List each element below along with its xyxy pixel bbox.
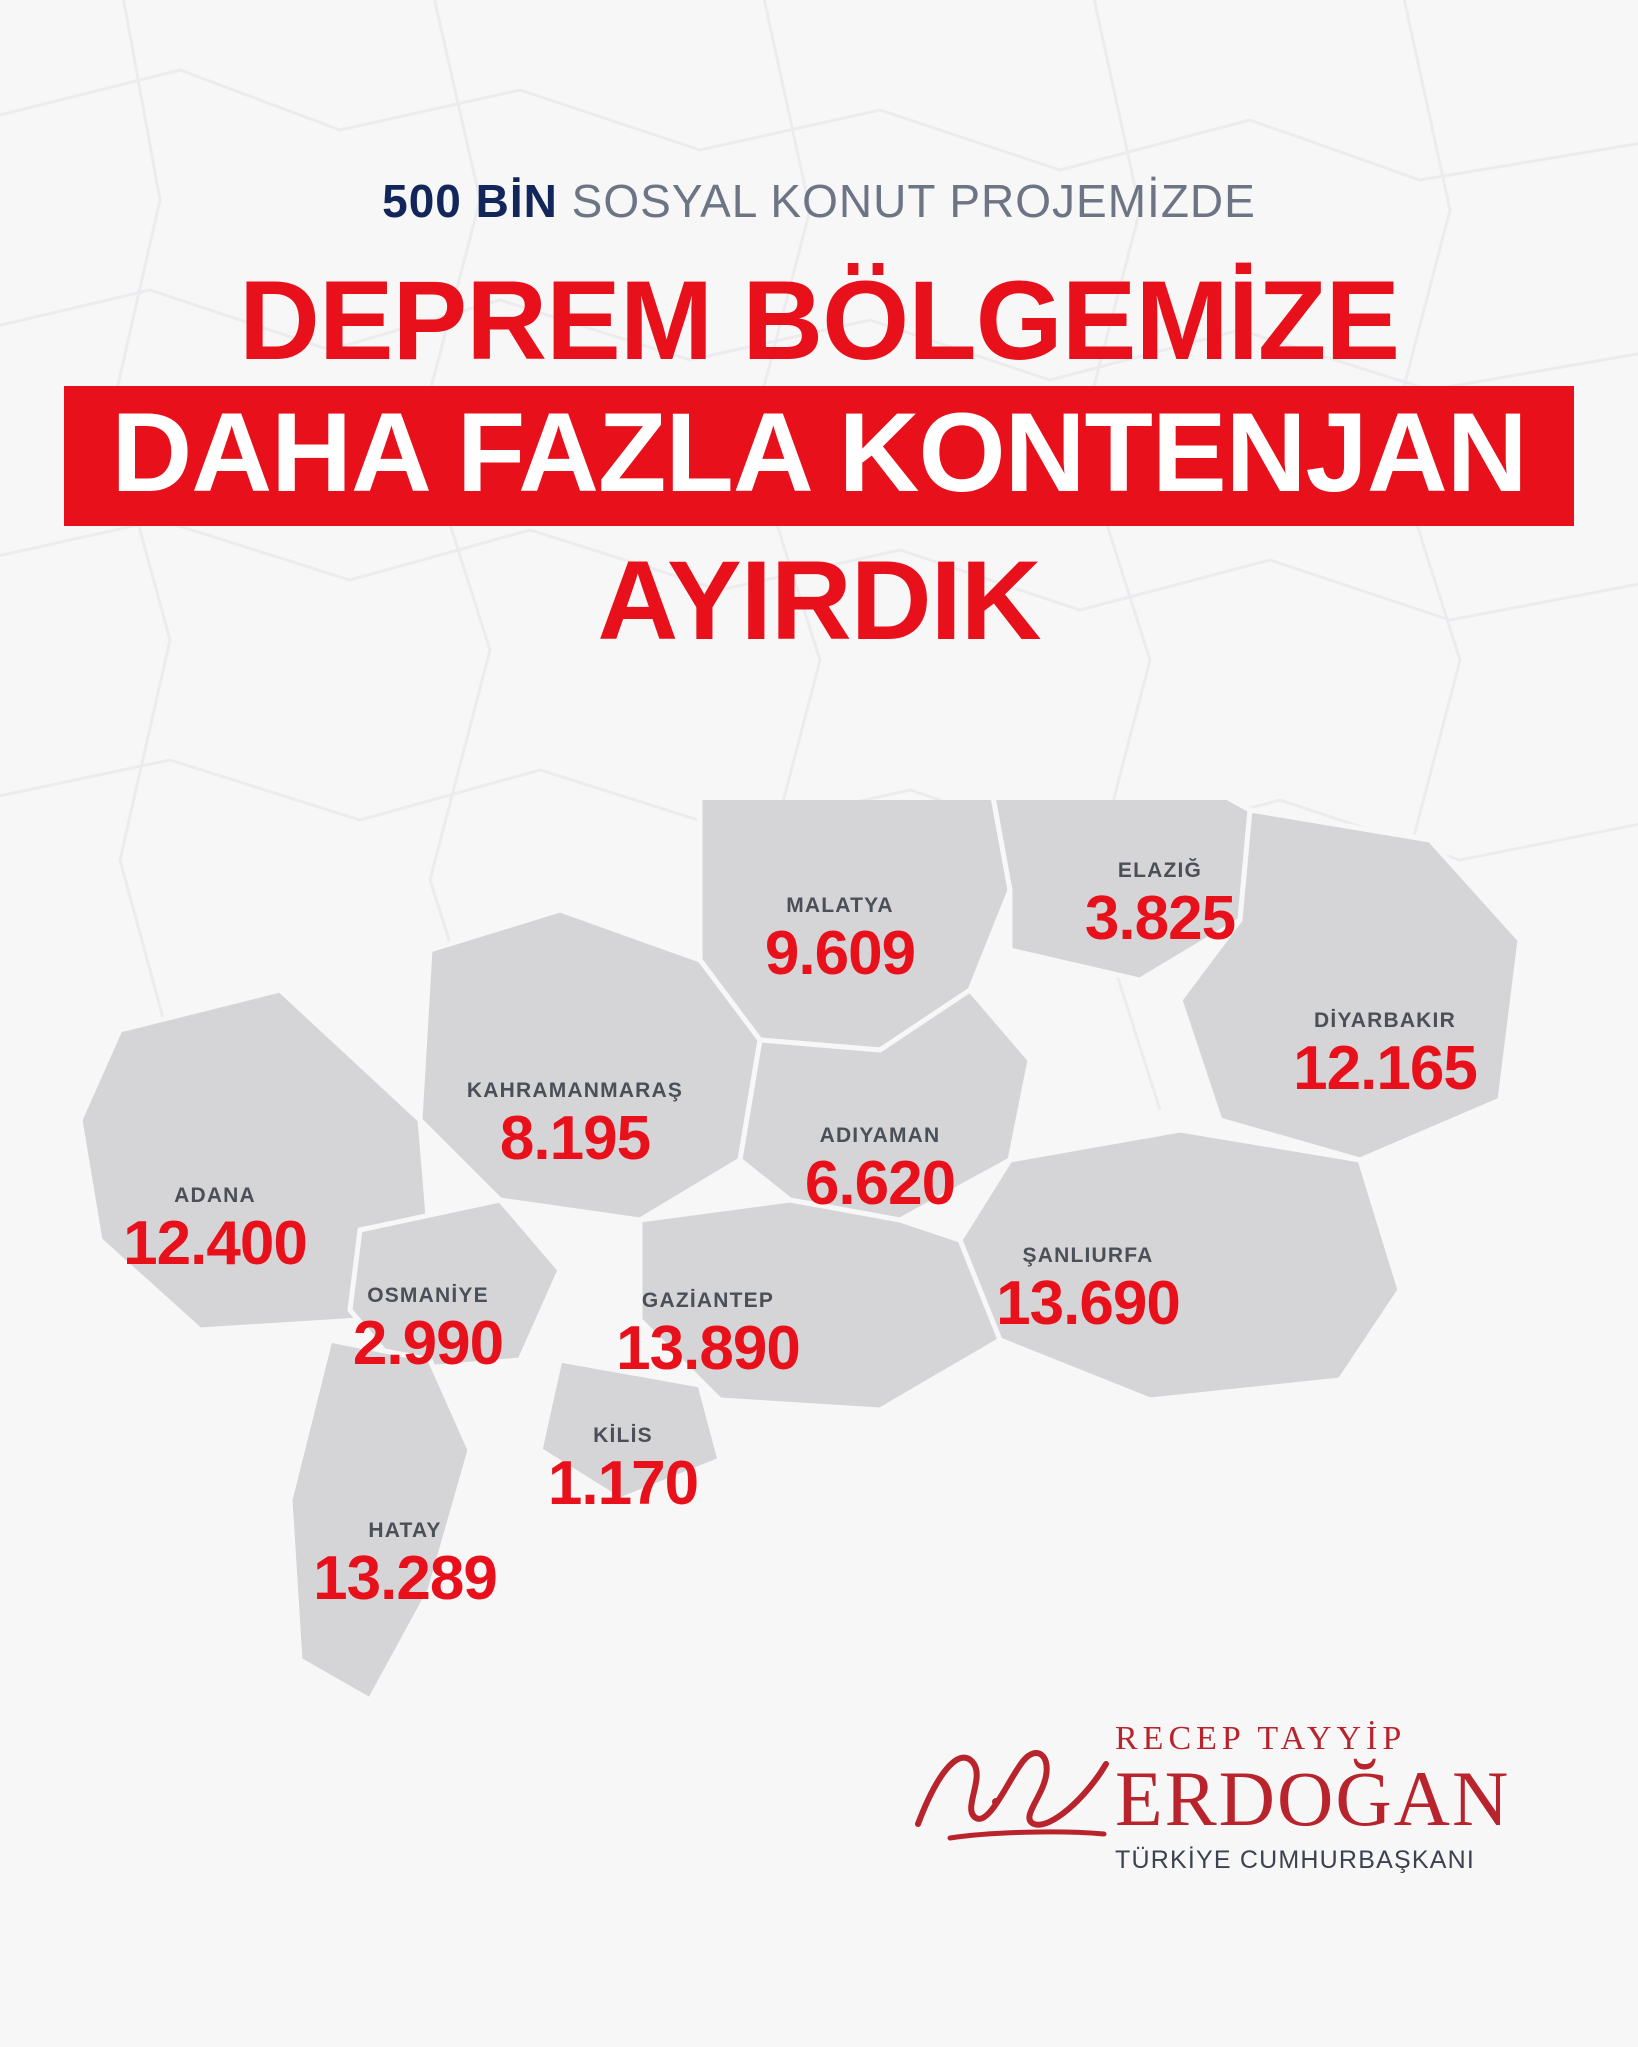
signature-mark-icon: [900, 1706, 1130, 1866]
province-value: 8.195: [499, 1104, 651, 1173]
province-value: 9.609: [764, 919, 916, 988]
province-value: 1.170: [547, 1449, 699, 1518]
province-value: 6.620: [804, 1149, 956, 1218]
province-name: ADANA: [174, 1184, 256, 1207]
province-name: ELAZIĞ: [1117, 859, 1203, 882]
province-label-osmani̇ye: [352, 1284, 504, 1378]
province-name: ŞANLIURFA: [1022, 1244, 1154, 1267]
kicker-strong: 500 BİN: [382, 175, 558, 227]
province-value: 13.890: [616, 1314, 800, 1383]
province-label-adana: [123, 1184, 307, 1278]
province-value: 13.289: [313, 1544, 497, 1613]
province-value: 3.825: [1084, 884, 1236, 953]
signature-role: TÜRKİYE CUMHURBAŞKANI: [1115, 1845, 1475, 1874]
headline-line-2-highlight: [64, 386, 1574, 526]
province-label-ki̇li̇s: [547, 1424, 699, 1518]
province-name: HATAY: [368, 1519, 442, 1542]
province-name: KİLİS: [593, 1424, 653, 1447]
province-value: 12.165: [1293, 1034, 1477, 1103]
signature-first-name: RECEP TAYYİP: [1115, 1720, 1407, 1757]
province-name: ADIYAMAN: [819, 1124, 941, 1147]
signature-block: [900, 1700, 1511, 1920]
province-label-elaziğ: [1084, 859, 1236, 953]
province-label-di̇yarbakir: [1293, 1009, 1477, 1103]
signature-text: [1115, 1722, 1510, 1875]
headline-line-2: DAHA FAZLA KONTENJAN: [111, 390, 1527, 516]
headline-line-3: AYIRDIK: [597, 538, 1041, 664]
province-value: 2.990: [352, 1309, 504, 1378]
province-name: GAZİANTEP: [641, 1289, 775, 1312]
province-label-malatya: [764, 894, 916, 988]
header: [0, 0, 1638, 664]
province-name: MALATYA: [786, 894, 894, 917]
headline-line-1: DEPREM BÖLGEMİZE: [238, 258, 1400, 383]
signature-last-name: ERDOĞAN: [1115, 1755, 1511, 1842]
province-name: KAHRAMANMARAŞ: [466, 1079, 684, 1102]
province-value: 12.400: [123, 1209, 307, 1278]
kicker-line: [0, 175, 1638, 227]
province-name: OSMANİYE: [367, 1284, 489, 1307]
province-label-gazi̇antep: [616, 1289, 800, 1383]
province-label-adiyaman: [804, 1124, 956, 1218]
province-label-hatay: [313, 1519, 497, 1613]
province-name: DİYARBAKIR: [1314, 1009, 1456, 1032]
province-label-şanliurfa: [996, 1244, 1180, 1338]
province-label-kahramanmaraş: [466, 1079, 684, 1173]
province-value: 13.690: [996, 1269, 1180, 1338]
kicker-rest: SOSYAL KONUT PROJEMİZDE: [557, 175, 1256, 227]
